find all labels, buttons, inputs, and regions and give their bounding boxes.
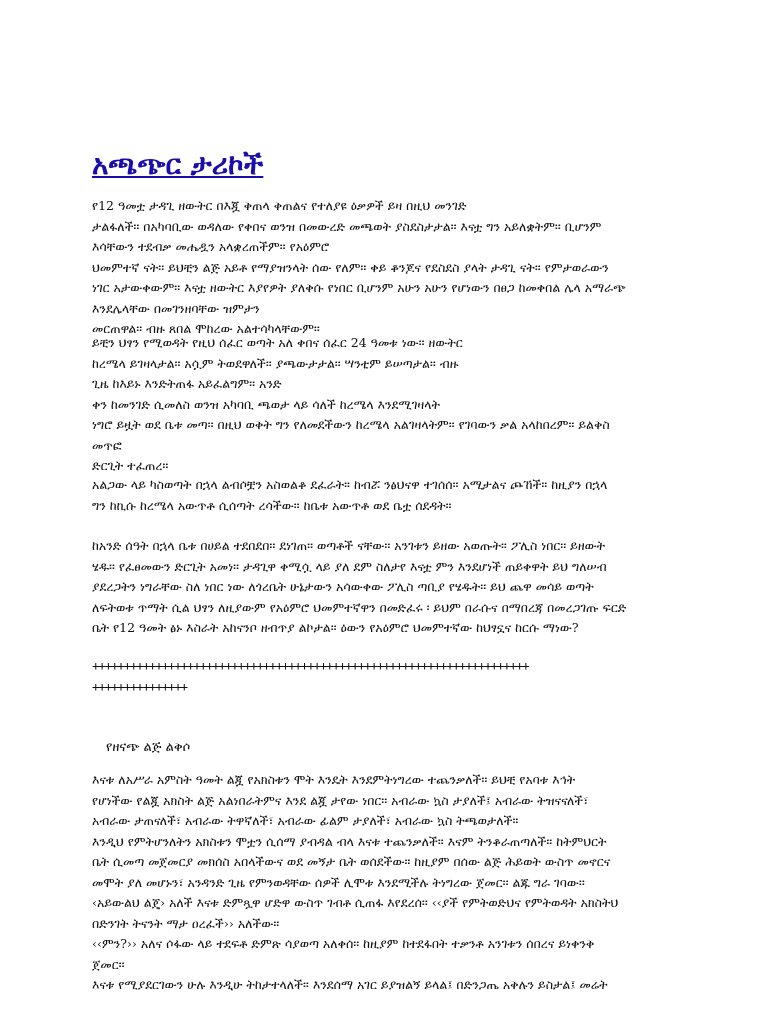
text-line: ከአንድ ሰዓት በኋላ ቤቱ በሀይል ተደበደበ፡፡ ደነገጠ፡፡ ወጣቶች ናቸው፡፡ አንገቱን ይዘው አወጡት፡፡ ፖሊስ ነበር፡፡ ይዘውት	[92, 538, 606, 553]
text-line: ቤት የ12 ዓመት ፅኑ እስራት አከናንቦ ዘብጥያ ልኮታል፡፡ ዕውን የአዕምሮ ህመምተኛው ከህፃኗና ከርሱ ማነው?	[92, 620, 579, 635]
story1-paragraph-1	[92, 196, 692, 340]
text-line: ከረሜላ ይገዛላታል፡፡ አሷም ትወደዋለች፡፡ ያጫውታታል፡፡ ሣንቲም ይሠጣታል፡፡ ብዙ	[92, 355, 459, 371]
text-line: ለፍትወቱ ጥማት ሲል ህፃን ለዚያውም የአዕምሮ ህመምተኛዋን በመድፈሩ ፡ ይህም በራሱና በማበረጃ በመረጋገጡ ፍርድ	[92, 599, 627, 615]
text-line: እንዲህ የምትሆንለትን አክስቱን ሞቷን ሲሰማ ያብዳል ብላ እናቱ ተጨንቃለች፡፡ እናም ትንቆራጠጣለች፡፡ ከትምህርት	[92, 833, 607, 849]
text-line: የ12 ዓመቷ ታዳጊ ዘውትር በእጇ ቅጠላ ቅጠልና የተለያዩ ዕቃዎች ይዛ በዚህ መንገድ	[92, 198, 467, 213]
text-line: ያደረጋትን ነግራቸው ስለ ነበር ነው ለጎረቤት ሁኔታውን አሳውቀው ፖሊስ ጣቢያ የሄዱት፡፡ ይህ ጨዋ መሳይ ወጣት	[92, 579, 594, 594]
text-line: እንደሌላቸው በመገንዘባቸው ዝምታን	[92, 300, 260, 316]
document-title[interactable]: አጫጭር ታሪኮች	[92, 148, 264, 181]
text-line: መርጠዋል፡፡ ብዙ ጸበል ሞከረው አልተሳካላቸውም፡፡	[92, 321, 320, 336]
story1-paragraph-3	[92, 475, 692, 516]
story1-paragraph-2	[92, 333, 692, 477]
story2-title: የዘናጭ ልጅ ልቅሶ	[106, 740, 191, 755]
story1-paragraph-4	[92, 536, 692, 639]
text-line: ቀን ከመንገድ ሲመለስ ወንዝ አካባቢ ጫወታ ላይ ሳለች ከረሜላ እንደሚገዛላት	[92, 396, 440, 412]
text-line: ህመምተኛ ናት፡፡ ይህቺን ልጅ አይቶ የማያዝንላት ሰው የለም፡፡ ቀይ ቆንጆና የደስደስ ያላት ታዳጊ ናት፡፡ የምታወራውን	[92, 259, 609, 275]
text-line: ነግሮ ይዟት ወደ ቤቱ መጣ፡፡ በዚህ ወቅት ግን የለመደችውን ከረሜላ አልገዛላትም፡፡ የገባውን ቃል አላከበረም፡፡ ይልቅስ	[92, 417, 610, 432]
text-line: አልጋው ላይ ካስወጣት በኋላ ልብሶቿን አስወልቆ ደፈራት፡፡ ከብሯ ንፅህናዋ ተገሰሰ፡፡ አሚታልና ጮኸች፡፡ ከዚያን በኋላ	[92, 477, 608, 492]
text-line: ቤት ሲመጣ መጀመርያ መክሰስ አበላችውና ወደ መኝታ ቤት ወሰደችው፡፡ ከዚያም በሰው ልጅ ሕይወት ውስጥ መኖርና	[92, 854, 611, 869]
text-line: ታልፋለች፡፡ በአካባቢው ወዳለው የቀበና ወንዝ በመውረድ መጫወት ያስደስታታል፡፡ እናቷ ግን አይለቋትም፡፡ ቢሆንም	[92, 218, 602, 234]
text-line: ነገር አታውቀውም፡፡ እናቷ ዘውትር እያየዎት ያለቅሱ የነበር ቢሆንም አሁን አሁን የሆነውን በፀጋ ከመቀበል ሌላ አማራጭ	[92, 280, 626, 295]
text-line: መጥፎ	[92, 437, 122, 453]
text-line: ‹አይውልህ ልጄ› አለች እናቱ ድምጿዋ ሆድዋ ውስጥ ገብቶ ሲጠፋ እየደረሰ፡፡ ‹‹ያች የምትወድህና የምትወዳት አክስትህ	[92, 895, 619, 910]
text-line: ድርጊት ተፈጠረ፡፡	[92, 458, 169, 473]
text-line: እናቱ ለአሥራ አምስት ዓመት ልጇ የአክስቱን ሞት እንዴት እንደምትነግረው ተጨንቃለች፡፡ ይህቺ የአባቱ እኅት	[92, 772, 576, 787]
text-line: ‹‹ምን?›› አለና ሶፋው ላይ ተደፍቶ ድምጽ ሳያወጣ አለቀሰ፡፡ ከዚያም ከተደፋበት ተቃንቶ አንገቱን ሰበረና ይነቀንቅ	[92, 936, 595, 951]
separator-row: +++++++++++++++++++++++++++++++++++++++++++++++++++++++++++++++++++++	[92, 658, 529, 673]
text-line: ጀመር፡፡	[92, 956, 125, 972]
text-line: ይቺን ህፃን የሚወዳት የዚህ ሰፈር ወጣት አለ ቀበና ሰፈር 24 ዓመቱ ነው፡፡ ዘውትር	[92, 335, 463, 350]
text-line: መሞት ያለ መሆኑን፣ አንዳንድ ጊዜ የምንወዳቸው ሰዎች ሊሞቱ እንደሚችሉ ትነግረው ጀመር፡፡ ልጁ ግራ ገባው፡፡	[92, 874, 585, 890]
text-line: የሆነችው የልጇ አክስት ልጅ አልነበራትምና እንደ ልጇ ታየው ነበር፡፡ አብራው ኳስ ታያለች፤ አብራው ትዝናናለች፣	[92, 792, 589, 808]
text-line: እናቱ የሚያደርገውን ሁሉ እንዲሁ ትከታተላለች፡፡ እንደሰማ አገር ይያዝልኝ ይላል፤ በድንጋጤ አቅሉን ይስታል፤ መሬት	[92, 977, 608, 992]
text-line: አብራው ታጠናለች፣ አብራው ትዋኛለች፣ አብራው ፊልም ታያለች፣ አብራው ኳስ ትጫወታለች፡፡	[92, 813, 519, 828]
separator-line	[92, 656, 692, 697]
text-line: ጊዜ ከእይኑ እንድትጠፋ አይፈልግም፡፡ አንድ	[92, 376, 282, 391]
text-line: እሳቸውን ተደብቃ መሔዷን አላቋረጠችም፡፡ የአዕምሮ	[92, 239, 330, 254]
story2-paragraph-1	[92, 770, 692, 996]
text-line: ግን ከኪሱ ከረሜላ አውጥቶ ሲሰጣት ረሳችው፡፡ ከቤቱ አውጥቶ ወደ ቤቷ ሰደዳት፡፡	[92, 497, 452, 513]
text-line: ሄዱ፡፡ የፈፀመውን ድርጊት አመነ፡፡ ታዳጊዋ ቀሚሷ ላይ ያለ ደም ስለታየ እናቷ ምን እንደሆነች ጠይቀዋት ይህ ግለሠብ	[92, 558, 607, 574]
text-line: በድንገት ትናንት ማታ ዐረፈች›› አለችው፡፡	[92, 915, 280, 931]
separator-row: +++++++++++++++	[92, 678, 187, 694]
